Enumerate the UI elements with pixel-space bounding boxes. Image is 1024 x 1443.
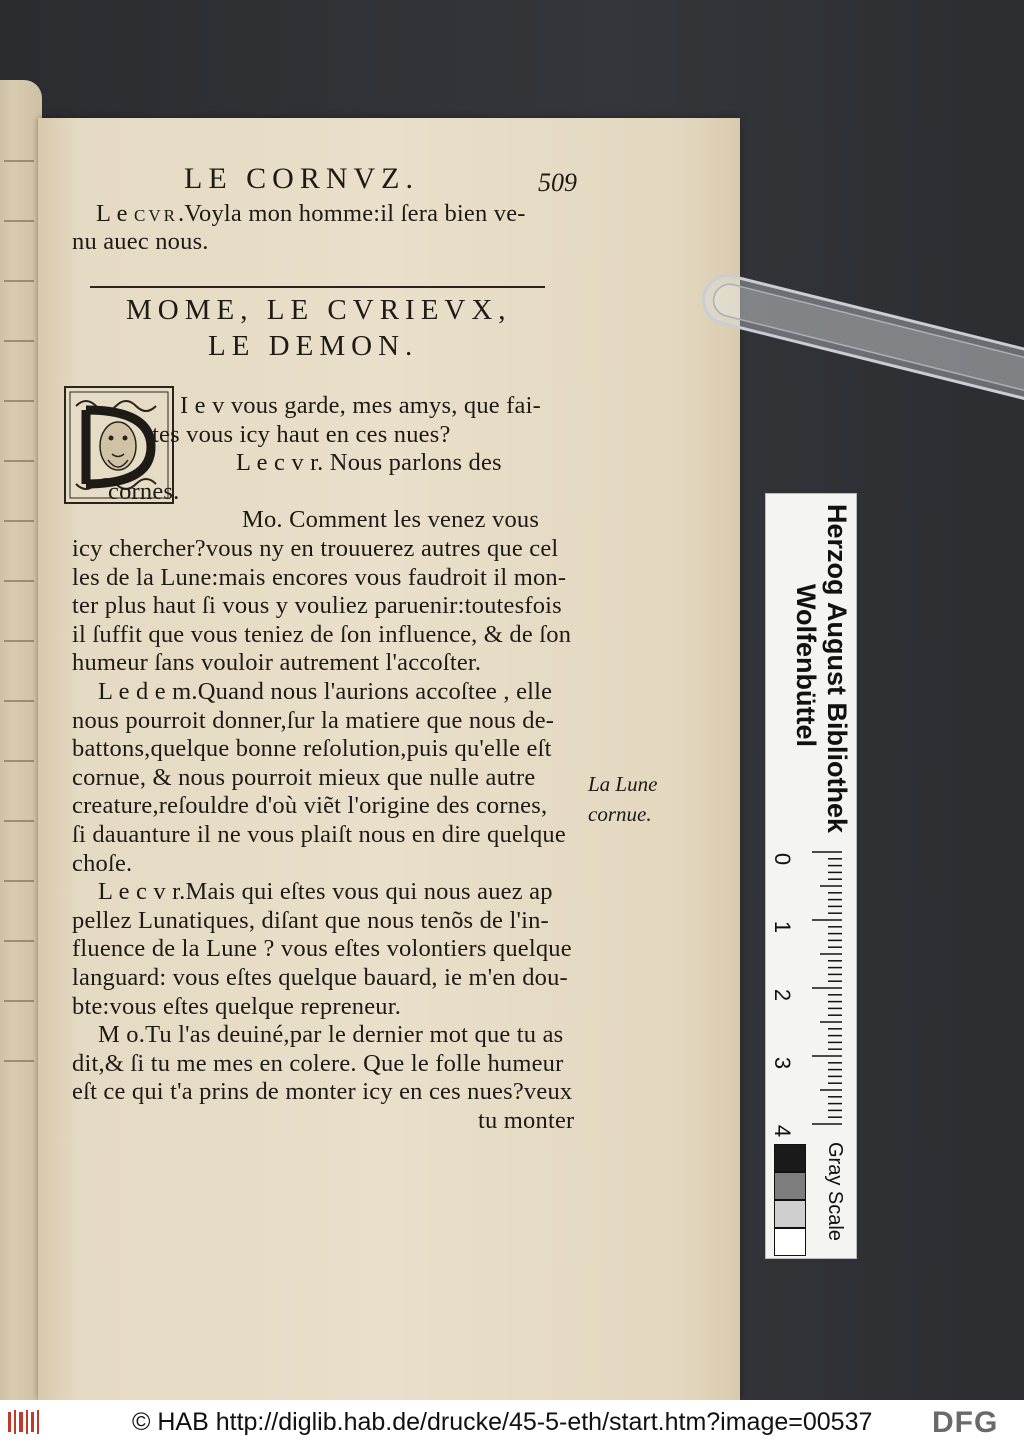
- dfg-logo: DFG: [932, 1406, 999, 1439]
- scale-number: 1: [770, 920, 796, 934]
- text-line: humeur ſans vouloir autrement l'accoſter.: [72, 649, 482, 677]
- text-line: les de la Lune:mais encores vous faudroit il mon-: [72, 563, 567, 591]
- page-clip: [690, 256, 1024, 426]
- text-line: nu auec nous.: [72, 228, 209, 255]
- text-line: languard: vous eſtes quelque bauard, ie m'en dou-: [72, 964, 568, 991]
- text-line: I e v vous garde, mes amys, que fai-: [180, 392, 541, 419]
- text-line: L e c v r.Mais qui eſtes vous qui nous auez ap: [98, 878, 553, 906]
- text-line: ſi dauanture il ne vous plaiſt nous en dire quelque: [72, 821, 566, 848]
- text-line: cornue, & nous pourroit mieux que nulle autre: [72, 763, 536, 791]
- text-line: eſt ce qui t'a prins de monter icy en ces nues?veux: [72, 1078, 573, 1106]
- text-line: L e d e m.Quand nous l'aurions accoſtee , elle: [98, 678, 553, 705]
- gray-scale-label: Gray Scale: [824, 1142, 846, 1241]
- scale-number: 4: [770, 1124, 796, 1138]
- scale-number: 0: [770, 852, 796, 866]
- text-line: pellez Lunatiques, diſant que nous tenõs de l'in-: [72, 906, 549, 934]
- text-line: il ſuffit que vous teniez de ſon influence, & de ſon: [72, 620, 572, 648]
- gray-swatch-white: [774, 1228, 806, 1256]
- text-line: choſe.: [72, 849, 133, 877]
- gray-swatch-black: [774, 1144, 806, 1172]
- running-head: LE CORNVZ.: [184, 162, 419, 195]
- marginal-note: La Lune: [588, 772, 658, 796]
- scale-title: Herzog August Bibliothek: [822, 504, 852, 833]
- text-line: L e cvr.Voyla mon homme:il ſera bien ve-: [96, 200, 526, 227]
- text-line: L e c v r. Nous parlons des: [236, 449, 502, 477]
- page-number: 509: [538, 168, 577, 197]
- text-line: tu monter: [478, 1107, 575, 1134]
- scale-subtitle: Wolfenbüttel: [791, 584, 821, 747]
- color-scale-strip: [765, 493, 857, 1259]
- text-line: nous pourroit donner,ſur la matiere que nous de-: [72, 706, 555, 734]
- book-page: [38, 118, 740, 1400]
- section-rule: [90, 286, 545, 288]
- scale-number: 3: [770, 1056, 796, 1070]
- copyright-url: © HAB http://diglib.hab.de/drucke/45-5-eth/start.htm?image=00537: [132, 1408, 873, 1436]
- hab-barcode-logo-icon: [6, 1408, 44, 1436]
- text-line: tes vous icy haut en ces nues?: [152, 420, 451, 448]
- text-line: icy chercher?vous ny en trouuerez autres que cel: [72, 535, 559, 562]
- text-line: ter plus haut ſi vous y vouliez paruenir:toutesfois: [72, 592, 562, 620]
- scale-number: 2: [770, 988, 796, 1002]
- footer-bar: [0, 1400, 1024, 1443]
- marginal-note: cornue.: [588, 802, 652, 826]
- ruler-ticks: [784, 846, 844, 1128]
- section-heading: LE DEMON.: [208, 330, 419, 362]
- text-line: creature,reſouldre d'où viẽt l'origine des cornes,: [72, 792, 548, 820]
- gray-swatch-mid: [774, 1172, 806, 1200]
- text-line: fluence de la Lune ? vous eſtes volontiers quelque: [72, 935, 572, 963]
- text-line: dit,& ſi tu me mes en colere. Que le folle humeur: [72, 1049, 564, 1077]
- text-line: battons,quelque bonne reſolution,puis qu'elle eſt: [72, 735, 552, 763]
- section-heading: MOME, LE CVRIEVX,: [126, 294, 512, 326]
- gray-swatch-light: [774, 1200, 806, 1228]
- facing-page-edge: [0, 80, 42, 1400]
- text-line: M o.Tu l'as deuiné,par le dernier mot que tu as: [98, 1021, 564, 1049]
- text-line: cornes.: [108, 477, 180, 505]
- text-line: Mo. Comment les venez vous: [242, 506, 540, 534]
- text-line: bte:vous eſtes quelque repreneur.: [72, 992, 402, 1020]
